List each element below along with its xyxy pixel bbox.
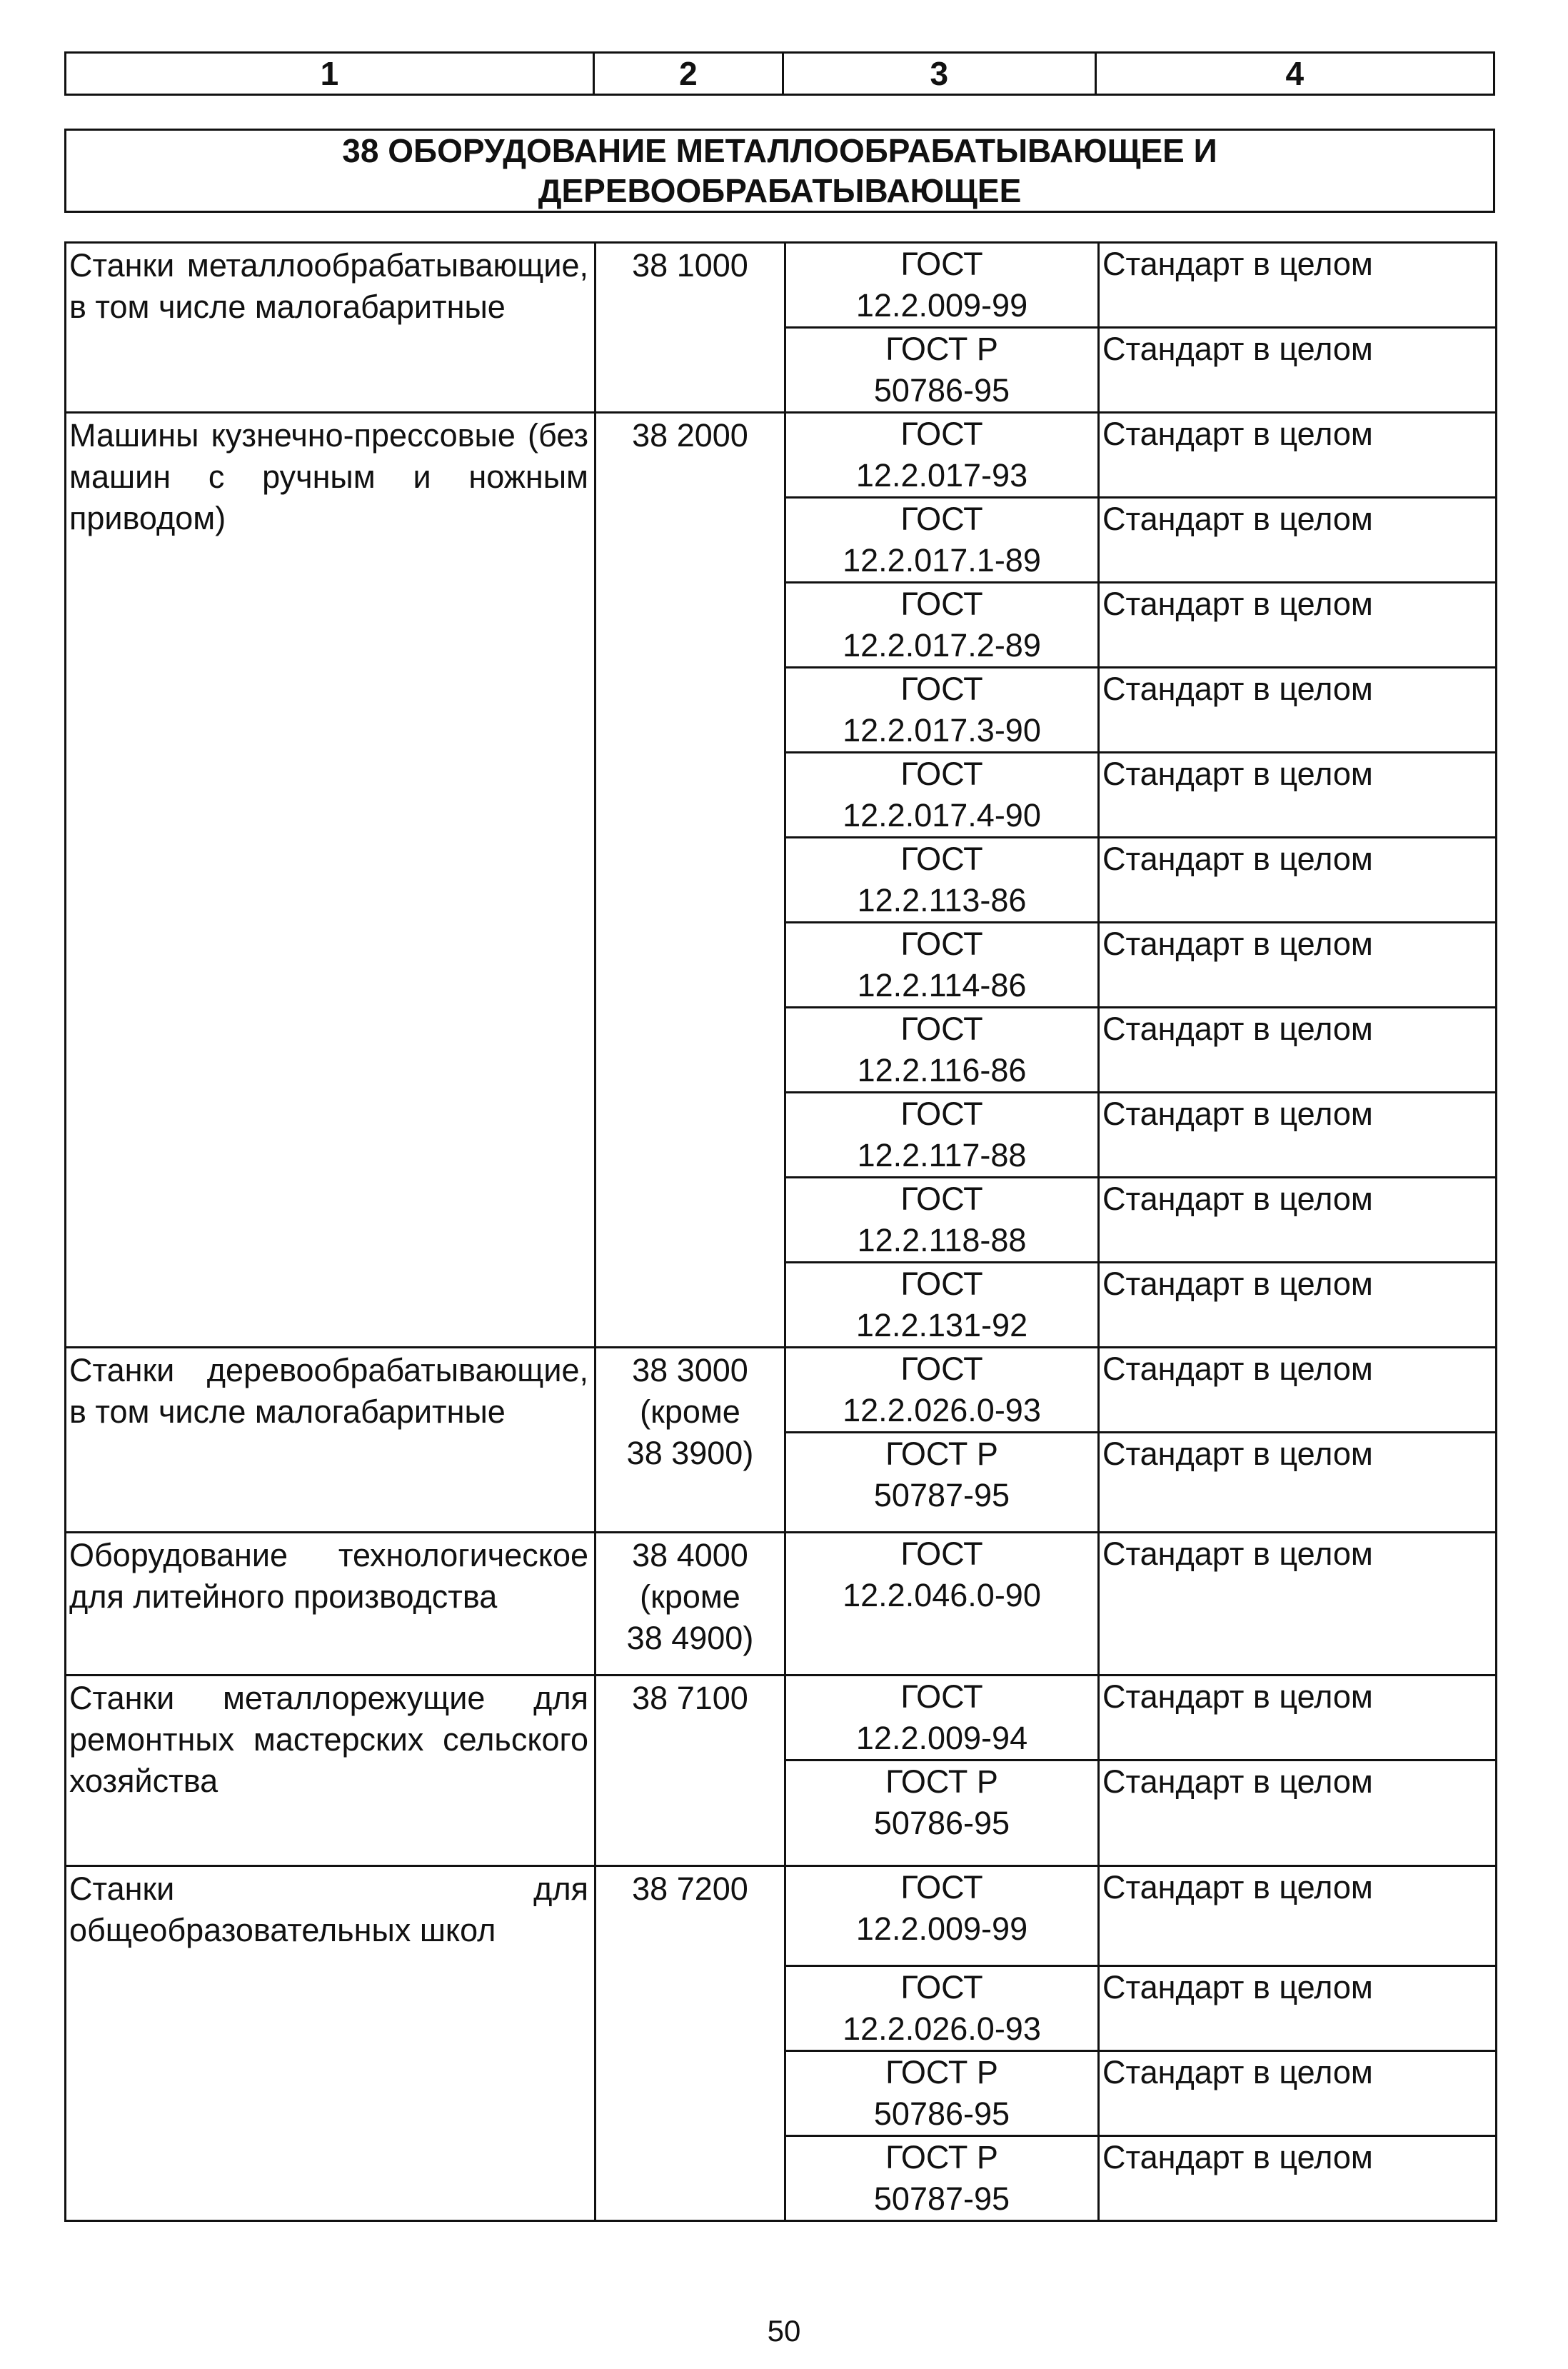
standard-designation [785,498,1099,583]
standard-designation [785,328,1099,413]
standard-designation [785,583,1099,668]
okp-code: 38 2000 [595,413,785,1348]
equipment-name: Станки металлорежущие для ремонтных мастерских сельского хозяйства [66,1676,595,1866]
okp-code: 38 7100 [595,1676,785,1866]
standard-type: ГОСТ [900,1969,983,2005]
standard-number: 12.2.017.2-89 [843,627,1041,663]
standard-type: ГОСТ Р [885,1436,998,1472]
table-row [66,1348,1497,1433]
standard-number: 50786-95 [873,372,1010,409]
standard-designation [785,1178,1099,1263]
standard-designation [785,2051,1099,2136]
header-col-3: 3 [784,54,1097,94]
table-row [66,243,1497,328]
standard-designation [785,923,1099,1008]
standard-designation [785,413,1099,498]
page-number: 50 [767,2314,801,2348]
header-col-2: 2 [595,54,784,94]
standard-scope: Стандарт в целом [1099,1761,1497,1866]
standard-designation [785,668,1099,753]
okp-code: 38 1000 [595,243,785,413]
standard-type: ГОСТ [900,1096,983,1132]
equipment-name: Станки металлообрабатывающие, в том числе малогабаритные [66,243,595,413]
standard-scope: Стандарт в целом [1099,243,1497,328]
standard-number: 12.2.046.0-90 [843,1577,1041,1613]
standard-scope: Стандарт в целом [1099,1093,1497,1178]
table-row [66,1533,1497,1676]
equipment-name: Машины кузнечно-прессовые (без машин с ручным и ножным приводом) [66,413,595,1348]
standard-number: 12.2.116-86 [857,1052,1027,1088]
standard-scope: Стандарт в целом [1099,1178,1497,1263]
standards-table [64,241,1497,2222]
standard-number: 50787-95 [873,2180,1010,2217]
standard-scope: Стандарт в целом [1099,1966,1497,2051]
standard-scope: Стандарт в целом [1099,1676,1497,1761]
standard-designation [785,2136,1099,2221]
standard-type: ГОСТ [900,1011,983,1047]
standard-scope: Стандарт в целом [1099,498,1497,583]
standard-number: 12.2.009-94 [855,1720,1028,1756]
standard-type: ГОСТ [900,501,983,537]
equipment-name: Оборудование технологическое для литейного производства [66,1533,595,1676]
standard-number: 50787-95 [873,1477,1010,1513]
header-col-1: 1 [66,54,595,94]
standard-number: 50786-95 [873,1805,1010,1841]
standard-designation [785,1966,1099,2051]
standard-number: 12.2.017.1-89 [843,542,1041,579]
standard-number: 12.2.113-86 [857,882,1027,918]
standard-designation [785,243,1099,328]
standard-designation [785,1761,1099,1866]
standard-type: ГОСТ [900,756,983,792]
standard-scope: Стандарт в целом [1099,1866,1497,1966]
equipment-name: Станки для общеобразовательных школ [66,1866,595,2221]
standard-designation [785,1348,1099,1433]
standard-number: 12.2.131-92 [855,1307,1028,1343]
standard-scope: Стандарт в целом [1099,753,1497,838]
standard-designation [785,1533,1099,1676]
standard-type: ГОСТ Р [885,1763,998,1800]
standard-designation [785,1093,1099,1178]
section-title [64,129,1495,213]
standard-number: 12.2.117-88 [857,1137,1027,1173]
standard-scope: Стандарт в целом [1099,2136,1497,2221]
section-title-line-1: 38 ОБОРУДОВАНИЕ МЕТАЛЛООБРАБАТЫВАЮЩЕЕ И [342,132,1217,169]
standard-number: 12.2.114-86 [857,967,1027,1003]
standard-type: ГОСТ Р [885,331,998,367]
column-number-header [64,51,1495,96]
standard-number: 12.2.118-88 [857,1222,1027,1258]
standard-type: ГОСТ [900,1351,983,1387]
table-row [66,1866,1497,1966]
standard-number: 12.2.026.0-93 [843,2010,1041,2047]
standard-type: ГОСТ [900,416,983,452]
equipment-name: Станки деревообрабатывающие, в том числе малогабаритные [66,1348,595,1533]
okp-code: 38 4000 (кроме 38 4900) [595,1533,785,1676]
standard-number: 50786-95 [873,2095,1010,2132]
standard-type: ГОСТ [900,841,983,877]
standard-scope: Стандарт в целом [1099,1263,1497,1348]
standard-type: ГОСТ [900,926,983,962]
standard-designation [785,1676,1099,1761]
standard-designation [785,1433,1099,1533]
standard-number: 12.2.009-99 [855,1910,1028,1947]
standard-number: 12.2.017.3-90 [843,712,1041,748]
header-col-4: 4 [1285,55,1305,92]
okp-code: 38 3000 (кроме 38 3900) [595,1348,785,1533]
table-row [66,1676,1497,1761]
standard-designation [785,838,1099,923]
standard-type: ГОСТ [900,1181,983,1217]
standard-number: 12.2.009-99 [855,287,1028,324]
standard-scope: Стандарт в целом [1099,1433,1497,1533]
standard-scope: Стандарт в целом [1099,413,1497,498]
standard-scope: Стандарт в целом [1099,328,1497,413]
standard-scope: Стандарт в целом [1099,583,1497,668]
standard-scope: Стандарт в целом [1099,838,1497,923]
standard-type: ГОСТ [900,1266,983,1302]
standard-type: ГОСТ [900,671,983,707]
standard-number: 12.2.017.4-90 [843,797,1041,833]
standard-designation [785,753,1099,838]
standard-designation [785,1866,1099,1966]
standard-type: ГОСТ Р [885,2054,998,2090]
standard-type: ГОСТ [900,246,983,282]
standard-scope: Стандарт в целом [1099,2051,1497,2136]
standard-type: ГОСТ [900,1536,983,1572]
standard-designation [785,1263,1099,1348]
standard-type: ГОСТ [900,1678,983,1715]
standard-number: 12.2.026.0-93 [843,1392,1041,1428]
standard-designation [785,1008,1099,1093]
standard-scope: Стандарт в целом [1099,1008,1497,1093]
standard-scope: Стандарт в целом [1099,1533,1497,1676]
standard-scope: Стандарт в целом [1099,923,1497,1008]
section-title-line-2: ДЕРЕВООБРАБАТЫВАЮЩЕЕ [538,172,1022,209]
standard-scope: Стандарт в целом [1099,1348,1497,1433]
standard-scope: Стандарт в целом [1099,668,1497,753]
standard-number: 12.2.017-93 [855,457,1028,494]
standard-type: ГОСТ [900,586,983,622]
standard-type: ГОСТ [900,1869,983,1905]
okp-code: 38 7200 [595,1866,785,2221]
standard-type: ГОСТ Р [885,2139,998,2175]
table-row [66,413,1497,498]
